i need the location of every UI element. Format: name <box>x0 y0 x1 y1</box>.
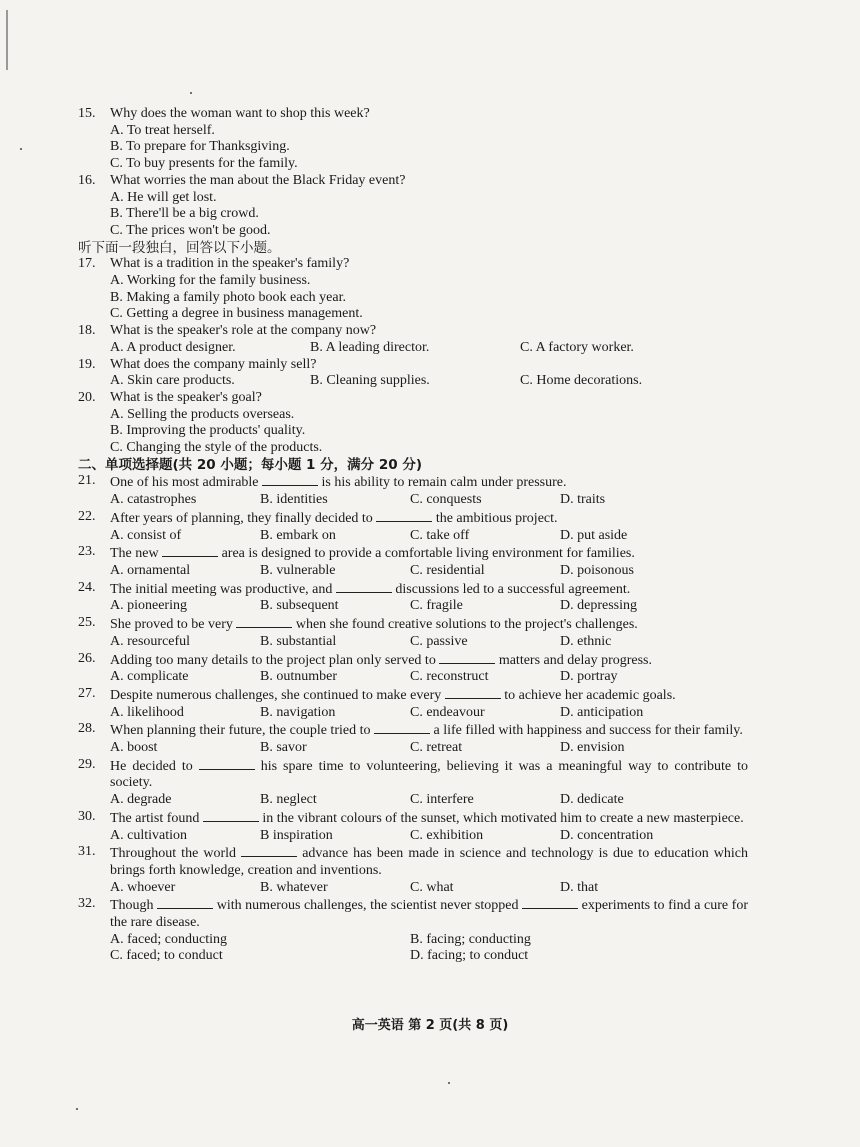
answer-option: B. embark on <box>260 527 336 543</box>
question-number: 32. <box>78 896 96 912</box>
answer-option: A. He will get lost. <box>110 189 217 205</box>
answer-option: B. outnumber <box>260 669 337 685</box>
question-text: What does the company mainly sell? <box>110 356 317 372</box>
question-text-before: The artist found <box>110 810 203 826</box>
answer-option: A. whoever <box>110 879 176 895</box>
answer-option: A. complicate <box>110 669 189 685</box>
question-text <box>110 509 748 528</box>
answer-option: D. facing; to conduct <box>410 948 529 964</box>
answer-option: B. vulnerable <box>260 562 336 578</box>
question-text <box>110 544 748 563</box>
answer-blank <box>157 896 213 909</box>
answer-option: C. Getting a degree in business management. <box>110 306 363 322</box>
question-stem <box>78 757 748 792</box>
question-text-after: area is designed to provide a comfortable living environment for families. <box>218 546 635 562</box>
answer-option: A. Skin care products. <box>110 373 235 389</box>
page-footer: 高一英语 第 2 页(共 8 页) <box>351 1018 509 1033</box>
question-text <box>110 615 748 634</box>
question-number: 27. <box>78 685 96 701</box>
question-text <box>110 809 748 828</box>
question-number: 24. <box>78 579 96 595</box>
answer-option: C. conquests <box>410 492 482 508</box>
answer-options-row <box>78 828 748 845</box>
question-number: 25. <box>78 615 96 631</box>
question-number: 19. <box>78 356 96 372</box>
answer-option: C. Home decorations. <box>520 373 643 389</box>
question-text: What is the speaker's goal? <box>110 389 262 405</box>
answer-option: D. that <box>560 879 599 895</box>
answer-option: A. To treat herself. <box>110 122 215 138</box>
scan-speck <box>448 1082 450 1084</box>
answer-option: A. catastrophes <box>110 492 197 508</box>
answer-option: B. A leading director. <box>310 339 430 355</box>
answer-option: A. ornamental <box>110 562 191 578</box>
answer-options-row <box>78 705 748 722</box>
question-text-part3: experiments to find a cure for the rare disease. <box>110 898 748 931</box>
answer-option: B. Improving the products' quality. <box>110 423 306 439</box>
exam-content <box>78 106 748 965</box>
answer-blank <box>262 473 318 486</box>
answer-option: D. poisonous <box>560 562 634 578</box>
question-text-before: She proved to be very <box>110 617 237 633</box>
answer-blank <box>445 686 501 699</box>
answer-option: C. endeavour <box>410 704 485 720</box>
answer-option: C. Changing the style of the products. <box>110 440 323 456</box>
answer-blank <box>374 721 430 734</box>
answer-option: B. Cleaning supplies. <box>310 373 430 389</box>
answer-option: B. savor <box>260 740 307 756</box>
answer-option: A. cultivation <box>110 827 187 843</box>
answer-option: C. interfere <box>410 792 474 808</box>
question-text-after: is his ability to remain calm under pressure. <box>318 475 567 491</box>
answer-option: C. what <box>410 879 454 895</box>
answer-option: C. residential <box>410 562 485 578</box>
question-stem <box>78 615 748 634</box>
answer-option: C. retreat <box>410 740 463 756</box>
question-number: 28. <box>78 721 96 737</box>
answer-options-row <box>78 492 748 509</box>
question-stem <box>78 809 748 828</box>
question-text <box>110 721 748 740</box>
answer-options-row <box>78 792 748 809</box>
answer-option: D. dedicate <box>560 792 624 808</box>
scan-speck <box>76 1108 78 1110</box>
answer-option: B. substantial <box>260 633 337 649</box>
question-text-before: The new <box>110 546 163 562</box>
question-stem <box>78 686 748 705</box>
answer-blank <box>439 651 495 664</box>
answer-blank <box>162 544 218 557</box>
question-text <box>110 580 748 599</box>
question-number: 23. <box>78 544 96 560</box>
question-text-after: his spare time to volunteering, believing it was a meaningful way to contribute to society. <box>110 758 749 791</box>
question-text-before: After years of planning, they finally decided to <box>110 510 377 526</box>
answer-option: D. traits <box>560 492 606 508</box>
monologue-instruction: 听下面一段独白，回答以下小题。 <box>78 239 281 256</box>
question-text: What is a tradition in the speaker's family? <box>110 256 350 272</box>
question-stem <box>78 357 748 374</box>
answer-option: B. facing; conducting <box>410 931 531 947</box>
question-text-after: advance has been made in science and technology is due to education which brings forth knowledge, creation and inventions. <box>110 846 748 878</box>
answer-option: B. There'll be a big crowd. <box>110 206 259 222</box>
question-text-after: matters and delay progress. <box>495 652 653 668</box>
question-text-after: the ambitious project. <box>432 510 558 526</box>
answer-blank <box>522 896 578 909</box>
answer-option: D. concentration <box>560 827 654 843</box>
answer-blank <box>236 615 292 628</box>
answer-options-row <box>78 948 748 965</box>
scan-speck <box>190 92 192 94</box>
answer-option: D. ethnic <box>560 633 612 649</box>
answer-option: A. pioneering <box>110 598 187 614</box>
answer-option: A. A product designer. <box>110 339 236 355</box>
answer-option: A. Selling the products overseas. <box>110 406 295 422</box>
question-text-before: The initial meeting was productive, and <box>110 581 336 597</box>
question-text <box>110 651 748 670</box>
question-number: 20. <box>78 389 96 405</box>
answer-blank <box>199 757 255 770</box>
answer-options-row <box>78 669 748 686</box>
question-number: 15. <box>78 106 96 121</box>
question-stem <box>78 256 748 273</box>
question-text <box>110 757 748 792</box>
answer-options-row <box>78 932 748 949</box>
answer-option: D. envision <box>560 740 625 756</box>
answer-blank <box>241 844 297 857</box>
question-stem <box>78 651 748 670</box>
answer-option: C. reconstruct <box>410 669 489 685</box>
answer-option: D. put aside <box>560 527 628 543</box>
answer-option: A. faced; conducting <box>110 931 228 947</box>
question-text <box>110 473 748 492</box>
answer-options-row <box>78 880 748 897</box>
answer-blank <box>203 809 259 822</box>
answer-option: A. consist of <box>110 527 182 543</box>
scan-speck <box>20 148 22 150</box>
section-title: 二、单项选择题(共 20 小题；每小题 1 分，满分 20 分) <box>78 456 423 473</box>
question-text-after: a life filled with happiness and success for their family. <box>429 723 743 739</box>
question-stem <box>78 473 748 492</box>
binding-mark <box>6 10 16 70</box>
question-text <box>110 686 748 705</box>
question-stem <box>78 721 748 740</box>
question-text-part2: with numerous challenges, the scientist never stopped <box>213 898 523 914</box>
answer-option: C. The prices won't be good. <box>110 222 271 238</box>
answer-options-row <box>78 373 748 390</box>
answer-option: A. resourceful <box>110 633 191 649</box>
answer-option: B. neglect <box>260 792 317 808</box>
answer-option: B. Making a family photo book each year. <box>110 289 346 305</box>
question-number: 31. <box>78 844 96 860</box>
answer-option: C. take off <box>410 527 470 543</box>
question-number: 26. <box>78 650 96 666</box>
question-number: 29. <box>78 756 96 772</box>
answer-options-row <box>78 740 748 757</box>
question-text: What worries the man about the Black Friday event? <box>110 172 406 188</box>
answer-option: B. whatever <box>260 879 328 895</box>
question-text-after: when she found creative solutions to the project's challenges. <box>292 617 638 633</box>
question-number: 22. <box>78 508 96 524</box>
question-number: 18. <box>78 323 96 339</box>
question-stem <box>78 106 748 123</box>
answer-options-row <box>78 563 748 580</box>
question-stem <box>78 173 748 190</box>
question-text-after: discussions led to a successful agreement. <box>391 581 631 597</box>
question-text-before: He decided to <box>110 758 199 774</box>
question-stem <box>78 509 748 528</box>
answer-option: D. anticipation <box>560 704 644 720</box>
question-number: 30. <box>78 808 96 824</box>
answer-option: A. likelihood <box>110 704 184 720</box>
question-text <box>110 896 748 931</box>
question-text <box>110 844 748 879</box>
answer-option: B. To prepare for Thanksgiving. <box>110 139 290 155</box>
answer-option: D. portray <box>560 669 618 685</box>
question-text-part1: Though <box>110 898 158 914</box>
answer-option: A. boost <box>110 740 158 756</box>
question-stem <box>78 323 748 340</box>
answer-options-row <box>78 528 748 545</box>
answer-option: B inspiration <box>260 827 333 843</box>
answer-option: A. Working for the family business. <box>110 273 311 289</box>
question-text-after: to achieve her academic goals. <box>500 687 676 703</box>
question-stem <box>78 544 748 563</box>
answer-blank <box>376 509 432 522</box>
answer-option: B. subsequent <box>260 598 339 614</box>
answer-option: C. exhibition <box>410 827 484 843</box>
question-text-before: When planning their future, the couple tried to <box>110 723 374 739</box>
question-text: Why does the woman want to shop this week? <box>110 106 370 121</box>
answer-options-row <box>78 598 748 615</box>
question-stem <box>78 844 748 879</box>
answer-blank <box>336 580 392 593</box>
question-text-after: in the vibrant colours of the sunset, which motivated him to create a new masterpiece. <box>258 810 744 826</box>
question-number: 16. <box>78 172 96 188</box>
answer-option: C. passive <box>410 633 468 649</box>
answer-options-row <box>78 634 748 651</box>
answer-option: B. navigation <box>260 704 336 720</box>
answer-option: C. fragile <box>410 598 463 614</box>
question-stem <box>78 580 748 599</box>
question-number: 17. <box>78 256 96 272</box>
answer-option: C. A factory worker. <box>520 339 634 355</box>
question-stem <box>78 390 748 407</box>
answer-options-row <box>78 340 748 357</box>
question-number: 21. <box>78 473 96 489</box>
answer-option: D. depressing <box>560 598 637 614</box>
question-text-before: Despite numerous challenges, she continued to make every <box>110 687 445 703</box>
question-text-before: Throughout the world <box>110 846 242 862</box>
answer-option: B. identities <box>260 492 328 508</box>
question-text-before: Adding too many details to the project plan only served to <box>110 652 440 668</box>
answer-option: A. degrade <box>110 792 172 808</box>
question-text: What is the speaker's role at the company now? <box>110 323 377 339</box>
answer-option: C. To buy presents for the family. <box>110 156 298 172</box>
question-stem <box>78 896 748 931</box>
answer-option: C. faced; to conduct <box>110 948 223 964</box>
question-text-before: One of his most admirable <box>110 475 263 491</box>
